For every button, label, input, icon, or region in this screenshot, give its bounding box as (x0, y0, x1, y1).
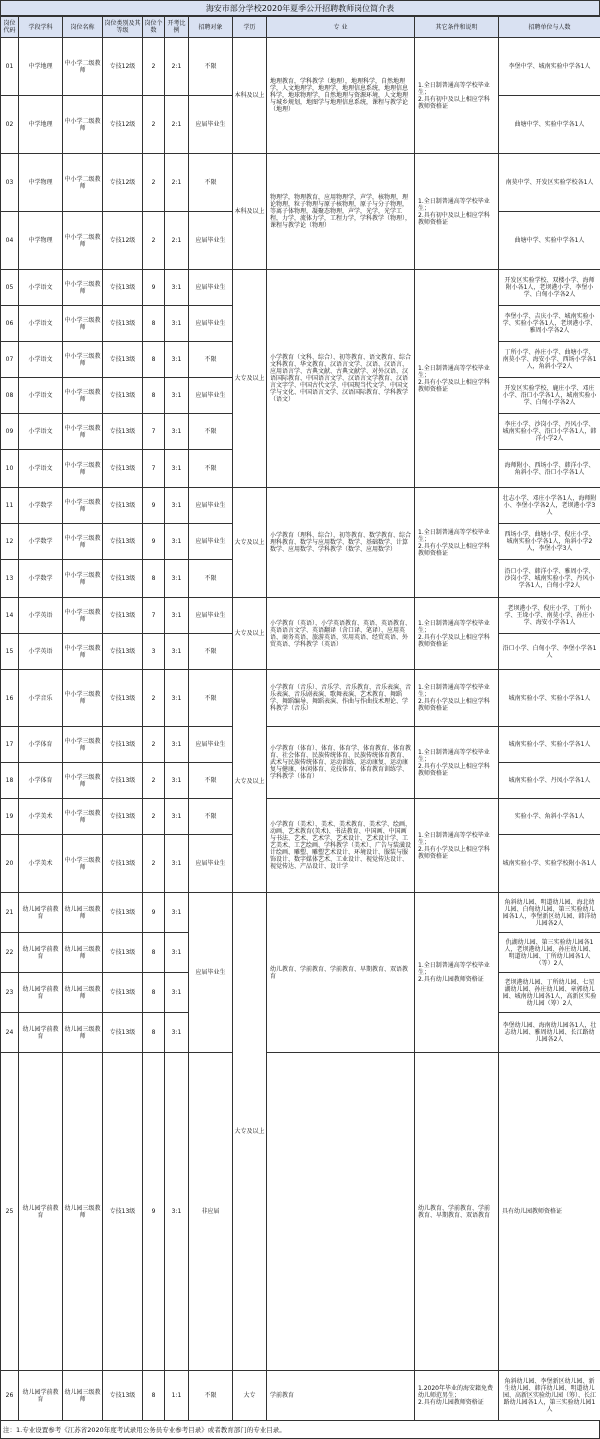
cell-count: 8 (143, 560, 165, 598)
cell-position-name: 中小学三级教师 (63, 342, 103, 378)
cell-level: 专技13级 (103, 450, 143, 488)
cell-position-name: 幼儿园三级教师 (63, 1013, 103, 1053)
table-row (1, 1053, 600, 1371)
cell-ratio: 3:1 (165, 1013, 189, 1053)
cell-position-name: 中小学三级教师 (63, 799, 103, 835)
table-row (1, 799, 600, 835)
cell-count: 9 (143, 524, 165, 560)
cell-target: 不限 (189, 38, 233, 96)
cell-count: 2 (143, 799, 165, 835)
cell-level: 专技13级 (103, 414, 143, 450)
cell-count: 9 (143, 270, 165, 306)
cell-hiring-unit: 李堡幼儿园、海南幼儿园各1人，壮志幼儿园、雅周幼儿园、长江路幼儿园各2人 (499, 1013, 600, 1053)
cell-level: 专技13级 (103, 670, 143, 727)
cell-ratio: 3:1 (165, 1053, 189, 1371)
cell-target: 非应届 (189, 1053, 233, 1371)
cell-position-name: 中小学二级教师 (63, 212, 103, 270)
cell-hiring-unit: 壮志小学、邓庄小学各1人，海师附小、李堡小学各2人，老坝港小学3人 (499, 488, 600, 524)
cell-subject: 小学语文 (19, 342, 63, 378)
cell-position-name: 中小学三级教师 (63, 634, 103, 670)
cell-level: 专技12级 (103, 96, 143, 154)
cell-hiring-unit: 城南实验小学、实验学校附小各1人 (499, 835, 600, 893)
cell-level: 专技13级 (103, 1053, 143, 1371)
cell-subject: 小学美术 (19, 835, 63, 893)
cell-target: 应届毕业生 (189, 306, 233, 342)
cell-position-name: 中小学三级教师 (63, 835, 103, 893)
cell-ratio: 3:1 (165, 933, 189, 973)
cell-education (267, 1053, 415, 1371)
cell-position-name: 中小学三级教师 (63, 270, 103, 306)
cell-subject: 小学英语 (19, 634, 63, 670)
cell-hiring-unit: 南莫中学、开发区实验学校各1人 (499, 154, 600, 212)
column-header: 岗位名称 (63, 17, 103, 38)
cell-count: 8 (143, 306, 165, 342)
cell-other-conditions: 1.2020年毕业的海安籍免费幼儿师范男生； 2.具有幼儿园教师资格证 (415, 1371, 499, 1421)
cell-subject: 小学语文 (19, 378, 63, 414)
cell-hiring-unit: 海师附小、西场小学、韩洋小学、角斜小学、沿口小学各1人 (499, 450, 600, 488)
cell-major: 物理学，物理教育，应用物理学，声学，核物理，理论物理，粒子物理与原子核物理，原子与分子物理，等离子体物理，凝聚态物理，声学，光学，光学工程，力学，流体力学，工程力学，学科教学（物理），课程与教学论（物理） (267, 154, 415, 270)
cell-major: 学前教育 (267, 1371, 415, 1421)
cell-code: 17 (1, 727, 19, 763)
cell-target: 应届毕业生 (189, 212, 233, 270)
cell-position-name: 中小学三级教师 (63, 306, 103, 342)
cell-other-conditions: 1.全日制普通高等学校毕业生； 2.具有小学及以上相应学科教师资格证 (415, 488, 499, 598)
cell-hiring-unit: 城南实验小学、丹凤小学各1人 (499, 763, 600, 799)
cell-count: 8 (143, 342, 165, 378)
cell-count: 2 (143, 212, 165, 270)
cell-education: 大专及以上 (233, 670, 267, 893)
cell-ratio: 1:1 (165, 1371, 189, 1421)
cell-ratio: 3:1 (165, 378, 189, 414)
cell-other-conditions: 1.全日制普通高等学校毕业生； 2.具有小学及以上相应学科教师资格证 (415, 598, 499, 670)
cell-hiring-unit: 仇湖幼儿园、第三实验幼儿园各1人，老坝港幼儿园、孙庄幼儿园、明道幼儿园、丁所幼儿园各1人（等）2人 (499, 933, 600, 973)
cell-education: 大专及以上 (233, 893, 267, 1371)
cell-hiring-unit: 开发区实验学校、鹿庄小学、邓庄小学、沿口小学各1人，城南实验小学、白甸小学各2人 (499, 378, 600, 414)
cell-code: 11 (1, 488, 19, 524)
cell-code: 26 (1, 1371, 19, 1421)
cell-ratio: 3:1 (165, 270, 189, 306)
cell-code: 20 (1, 835, 19, 893)
cell-hiring-unit: 老坝港小学、倪庄小学、丁所小学、王垛小学、南莫小学、孙庄小学、海安小学各1人 (499, 598, 600, 634)
cell-code: 10 (1, 450, 19, 488)
cell-ratio: 3:1 (165, 727, 189, 763)
positions-table (0, 16, 600, 1421)
cell-ratio: 3:1 (165, 342, 189, 378)
cell-count: 8 (143, 378, 165, 414)
cell-level: 专技13级 (103, 763, 143, 799)
cell-hiring-unit: 实验小学、角斜小学各1人 (499, 799, 600, 835)
cell-ratio: 3:1 (165, 799, 189, 835)
cell-target: 应届毕业生 (189, 598, 233, 634)
cell-level: 专技13级 (103, 1371, 143, 1421)
cell-subject: 小学数学 (19, 524, 63, 560)
cell-level: 专技13级 (103, 933, 143, 973)
cell-position-name: 幼儿园三级教师 (63, 1371, 103, 1421)
cell-count: 3 (143, 634, 165, 670)
cell-level: 专技13级 (103, 893, 143, 933)
cell-other-conditions: 1.全日制普通高等学校毕业生； 2.具有初中及以上相应学科教师资格证 (415, 154, 499, 270)
cell-code: 05 (1, 270, 19, 306)
cell-target: 不限 (189, 799, 233, 835)
column-header: 学历 (233, 17, 267, 38)
cell-major: 小学教育（音乐）、音乐学、音乐教育、音乐表演、音乐表演、音乐剧表演、歌舞表演、艺术教育、舞蹈学、舞蹈编导、舞蹈表演、作曲与作曲技术理论、学科教学（音乐） (267, 670, 415, 727)
cell-other-conditions: 1.全日制普通高等学校毕业生； 2.具有小学及以上相应学科教师资格证 (415, 670, 499, 727)
cell-subject: 幼儿园学前教育 (19, 1371, 63, 1421)
cell-code: 22 (1, 933, 19, 973)
cell-major: 小学教育（体育）、体育、体育学、体育教育、体育教育、社会体育、民族传统体育、民族传统体育教育、武术与民族传统体育、运动训练、运动康复、运动康复与健康、休闲体育、竞技体育、体育教育训练学、学科教学（体育） (267, 727, 415, 799)
column-header: 开考比例 (165, 17, 189, 38)
cell-position-name: 幼儿园三级教师 (63, 1053, 103, 1371)
cell-ratio: 3:1 (165, 763, 189, 799)
cell-count: 8 (143, 1013, 165, 1053)
cell-major: 地理教育，学科教学（地理），地理科学，自然地理学，人文地理学，地理学，地理信息系统，地理信息科学，地球物理学，自然地理与资源环境，人文地理与城乡规划，地图学与地理信息系统，课程与教学论（地理） (267, 38, 415, 154)
cell-code: 06 (1, 306, 19, 342)
cell-hiring-unit: 李庄小学、沙岗小学、丹风小学、城南实验小学、沿口小学各1人，韩洋小学2人 (499, 414, 600, 450)
cell-subject: 小学语文 (19, 450, 63, 488)
cell-subject: 幼儿园学前教育 (19, 1053, 63, 1371)
cell-target: 不限 (189, 154, 233, 212)
cell-hiring-unit: 李堡小学、吉庆小学、城南实验小学、实验小学各1人，老坝港小学、雅周小学各2人 (499, 306, 600, 342)
cell-target: 应届毕业生 (189, 835, 233, 893)
cell-major: 小学教育（文科、综合）、初等教育、语文教育、综合文科教育、华文教育、汉语言文学、汉语、汉语言、应用语言学、古典文献、古典文献学、对外汉语、汉语国际教育、中国语言文学、汉语言文学教育、汉语言文字学、中国古代文学、中国现当代文学、中国文学与文化、中国语言文学、汉语国际教育、学科教学（语文） (267, 270, 415, 488)
cell-count: 8 (143, 1371, 165, 1421)
cell-level: 专技13级 (103, 598, 143, 634)
cell-position-name: 幼儿园三级教师 (63, 893, 103, 933)
cell-other-conditions: 1.全日制普通高等学校毕业生； 2.具有小学及以上相应学科教师资格证 (415, 727, 499, 799)
table-body (1, 38, 600, 1421)
cell-target: 不限 (189, 1371, 233, 1421)
cell-hiring-unit: 曲塘中学、实验中学各1人 (499, 96, 600, 154)
cell-major: 幼儿教育、学前教育、学前教育、早期教育、双语教育 (415, 1053, 499, 1371)
cell-code: 15 (1, 634, 19, 670)
cell-level: 专技12级 (103, 212, 143, 270)
cell-ratio: 2:1 (165, 96, 189, 154)
cell-target: 不限 (189, 670, 233, 727)
column-header: 招聘对象 (189, 17, 233, 38)
cell-code: 01 (1, 38, 19, 96)
cell-ratio: 3:1 (165, 306, 189, 342)
cell-code: 12 (1, 524, 19, 560)
cell-subject: 小学体育 (19, 727, 63, 763)
column-header: 岗位类别及其等级 (103, 17, 143, 38)
cell-position-name: 中小学三级教师 (63, 670, 103, 727)
cell-other-conditions: 1.全日制普通高等学校毕业生； 2.具有小学及以上相应学科教师资格证 (415, 799, 499, 893)
cell-level: 专技13级 (103, 727, 143, 763)
cell-count: 8 (143, 933, 165, 973)
cell-count: 7 (143, 598, 165, 634)
table-row (1, 154, 600, 212)
cell-education: 本科及以上 (233, 154, 267, 270)
cell-count: 9 (143, 488, 165, 524)
cell-level: 专技13级 (103, 835, 143, 893)
cell-code: 03 (1, 154, 19, 212)
cell-target: 不限 (189, 414, 233, 450)
cell-hiring-unit: 李堡中学、城南实验中学各1人 (499, 38, 600, 96)
cell-hiring-unit: 丁所小学、孙庄小学、曲塘小学、南莫小学、海安小学、西场小学各1人，角斜小学2人 (499, 342, 600, 378)
cell-subject: 幼儿园学前教育 (19, 933, 63, 973)
table-row (1, 488, 600, 524)
cell-subject: 小学语文 (19, 270, 63, 306)
cell-other-conditions: 1.全日制普通高等学校毕业生； 2.具有初中及以上相应学科教师资格证 (415, 38, 499, 154)
table-row (1, 270, 600, 306)
cell-ratio: 3:1 (165, 973, 189, 1013)
cell-other-conditions: 1.全日制普通高等学校毕业生； 2.具有小学及以上相应学科教师资格证 (415, 270, 499, 488)
cell-level: 专技13级 (103, 270, 143, 306)
cell-major: 小学教育（美术）、美术、美术教育、美术学、绘画、动画、艺术教育(美术)、书法教育、中国画、中国画与书法、艺术、艺术学、艺术设计、艺术设计学、工艺美术、工艺绘画、学科教学（美术）、广告与装潢设计绘画、雕塑、雕塑艺术设计、环境设计、服装与服饰设计、数字媒体艺术、工业设计、视觉传达设计、视觉传达、产品设计、设计学 (267, 799, 415, 893)
cell-target: 应届毕业生 (189, 378, 233, 414)
cell-count: 2 (143, 96, 165, 154)
cell-position-name: 中小学三级教师 (63, 524, 103, 560)
column-header: 其它条件和说明 (415, 17, 499, 38)
cell-position-name: 幼儿园三级教师 (63, 933, 103, 973)
cell-subject: 小学语文 (19, 306, 63, 342)
cell-ratio: 2:1 (165, 154, 189, 212)
cell-code: 25 (1, 1053, 19, 1371)
cell-count: 8 (143, 973, 165, 1013)
cell-code: 23 (1, 973, 19, 1013)
cell-subject: 小学语文 (19, 414, 63, 450)
cell-count: 9 (143, 893, 165, 933)
cell-level: 专技13级 (103, 1013, 143, 1053)
cell-target: 应届毕业生 (189, 524, 233, 560)
cell-ratio: 2:1 (165, 212, 189, 270)
cell-level: 专技13级 (103, 306, 143, 342)
cell-level: 专技13级 (103, 634, 143, 670)
cell-target: 不限 (189, 450, 233, 488)
cell-ratio: 3:1 (165, 893, 189, 933)
cell-code: 09 (1, 414, 19, 450)
cell-position-name: 中小学三级教师 (63, 560, 103, 598)
cell-education: 大专及以上 (233, 598, 267, 670)
cell-subject: 小学英语 (19, 598, 63, 634)
cell-code: 24 (1, 1013, 19, 1053)
cell-position-name: 中小学二级教师 (63, 96, 103, 154)
cell-position-name: 中小学三级教师 (63, 414, 103, 450)
cell-target: 应届毕业生 (189, 270, 233, 306)
cell-position-name: 中小学二级教师 (63, 38, 103, 96)
cell-position-name: 中小学三级教师 (63, 727, 103, 763)
cell-hiring-unit: 开发区实验学校、双楼小学、海师附小各1人，老坝港小学、李堡小学、白甸小学各2人 (499, 270, 600, 306)
cell-level: 专技13级 (103, 342, 143, 378)
cell-code: 08 (1, 378, 19, 414)
cell-level: 专技13级 (103, 799, 143, 835)
cell-subject: 幼儿园学前教育 (19, 1013, 63, 1053)
cell-position-name: 中小学三级教师 (63, 378, 103, 414)
cell-code: 21 (1, 893, 19, 933)
cell-hiring-unit: 西场小学、曲塘小学、倪庄小学、城南实验小学各1人，角斜小学2人，李堡小学3人 (499, 524, 600, 560)
cell-other-conditions: 1.全日制普通高等学校毕业生； 2.具有幼儿园教师资格证 (415, 893, 499, 1053)
cell-subject: 中学物理 (19, 154, 63, 212)
cell-count: 7 (143, 450, 165, 488)
cell-count: 9 (143, 1053, 165, 1371)
cell-hiring-unit: 角斜幼儿园、明道幼儿园、海北幼儿园、白甸幼儿园、第三实验幼儿园各1人，李堡新区幼儿园、韩洋幼儿园各2人 (499, 893, 600, 933)
cell-target: 不限 (189, 342, 233, 378)
cell-level: 专技13级 (103, 973, 143, 1013)
column-header: 招聘单位与人数 (499, 17, 600, 38)
cell-target: 应届毕业生 (189, 893, 233, 1053)
cell-count: 2 (143, 727, 165, 763)
cell-ratio: 3:1 (165, 634, 189, 670)
cell-target: 应届毕业生 (189, 96, 233, 154)
cell-hiring-unit: 沿口小学、白甸小学、李堡小学各1人 (499, 634, 600, 670)
cell-level: 专技12级 (103, 38, 143, 96)
table-row (1, 670, 600, 727)
footnote: 注：1.专业设置参考《江苏省2020年度考试录用公务员专业参考目录》或者教育部门的专业目录。 (0, 1421, 600, 1439)
cell-subject: 小学体育 (19, 763, 63, 799)
cell-ratio: 3:1 (165, 835, 189, 893)
cell-hiring-unit: 老坝港幼儿园、丁所幼儿园、七星湖幼儿园、孙庄幼儿园、章郭幼儿园、城南幼儿园各1人，高新区实验幼儿园（筹）2人 (499, 973, 600, 1013)
cell-count: 2 (143, 154, 165, 212)
cell-position-name: 中小学三级教师 (63, 450, 103, 488)
column-header: 岗位个数 (143, 17, 165, 38)
cell-major: 幼儿教育、学前教育、学前教育、早期教育、双语教育 (267, 893, 415, 1053)
cell-level: 专技13级 (103, 524, 143, 560)
cell-target: 应届毕业生 (189, 727, 233, 763)
cell-ratio: 3:1 (165, 670, 189, 727)
cell-target: 应届毕业生 (189, 488, 233, 524)
cell-level: 专技13级 (103, 488, 143, 524)
cell-subject: 小学音乐 (19, 670, 63, 727)
table-row (1, 38, 600, 96)
cell-subject: 幼儿园学前教育 (19, 973, 63, 1013)
cell-position-name: 中小学三级教师 (63, 763, 103, 799)
cell-subject: 小学数学 (19, 488, 63, 524)
cell-code: 13 (1, 560, 19, 598)
cell-hiring-unit: 曲塘中学、实验中学各1人 (499, 212, 600, 270)
cell-code: 16 (1, 670, 19, 727)
cell-subject: 中学地理 (19, 38, 63, 96)
column-header: 专 业 (267, 17, 415, 38)
cell-hiring-unit: 城南实验小学、实验小学各1人 (499, 670, 600, 727)
table-row (1, 598, 600, 634)
cell-hiring-unit: 沿口小学、韩洋小学、雅周小学、沙岗小学、城南实验小学、丹风小学各1人，白甸小学2人 (499, 560, 600, 598)
cell-code: 19 (1, 799, 19, 835)
cell-ratio: 3:1 (165, 560, 189, 598)
cell-count: 2 (143, 38, 165, 96)
cell-position-name: 幼儿园三级教师 (63, 973, 103, 1013)
cell-count: 2 (143, 670, 165, 727)
cell-subject: 小学美术 (19, 799, 63, 835)
cell-subject: 幼儿园学前教育 (19, 893, 63, 933)
table-row (1, 727, 600, 763)
cell-ratio: 3:1 (165, 598, 189, 634)
cell-target: 不限 (189, 560, 233, 598)
header-row (1, 17, 600, 38)
cell-education: 大专及以上 (233, 270, 267, 488)
cell-hiring-unit: 角斜幼儿园、李堡新区幼儿园、新生幼儿园、韩洋幼儿园、明道幼儿园、高新区实验幼儿园（筹）、长江路幼儿园各1人，第三实验幼儿园1人 (499, 1371, 600, 1421)
cell-ratio: 3:1 (165, 450, 189, 488)
cell-target: 不限 (189, 763, 233, 799)
cell-major: 小学教育（英语）、小学英语教育、英语、英语教育、英语语言文学、英语翻译（含口译、笔译）、应用英语、商务英语、旅游英语、实用英语、经贸英语、外贸英语、学科教学（英语） (267, 598, 415, 670)
cell-count: 2 (143, 763, 165, 799)
cell-count: 7 (143, 414, 165, 450)
cell-subject: 小学数学 (19, 560, 63, 598)
cell-code: 04 (1, 212, 19, 270)
cell-position-name: 中小学三级教师 (63, 488, 103, 524)
cell-level: 专技12级 (103, 154, 143, 212)
cell-level: 专技13级 (103, 378, 143, 414)
cell-code: 18 (1, 763, 19, 799)
cell-position-name: 中小学二级教师 (63, 154, 103, 212)
cell-major: 小学教育（理科、综合）、初等教育、数学教育、综合理科教育、数学与应用数学、数学、基础数学、计算数学、应用数学、学科教学（数学、应用数学） (267, 488, 415, 598)
cell-subject: 中学地理 (19, 96, 63, 154)
cell-level: 专技13级 (103, 560, 143, 598)
table-title: 海安市部分学校2020年夏季公开招聘教师岗位简介表 (0, 0, 600, 16)
table-row (1, 893, 600, 933)
cell-position-name: 中小学三级教师 (63, 598, 103, 634)
column-header: 岗位代码 (1, 17, 19, 38)
cell-count: 2 (143, 835, 165, 893)
table-row (1, 1371, 600, 1421)
column-header: 学段学科 (19, 17, 63, 38)
cell-subject: 中学物理 (19, 212, 63, 270)
cell-education: 本科及以上 (233, 38, 267, 154)
cell-ratio: 3:1 (165, 488, 189, 524)
cell-target: 不限 (189, 634, 233, 670)
cell-hiring-unit: 城南实验小学、实验小学各1人 (499, 727, 600, 763)
cell-ratio: 3:1 (165, 524, 189, 560)
cell-ratio: 3:1 (165, 414, 189, 450)
cell-code: 14 (1, 598, 19, 634)
cell-other-conditions: 具有幼儿园教师资格证 (499, 1053, 600, 1371)
cell-ratio: 2:1 (165, 38, 189, 96)
cell-code: 07 (1, 342, 19, 378)
cell-education: 大专及以上 (233, 488, 267, 598)
cell-code: 02 (1, 96, 19, 154)
cell-education: 大专 (233, 1371, 267, 1421)
